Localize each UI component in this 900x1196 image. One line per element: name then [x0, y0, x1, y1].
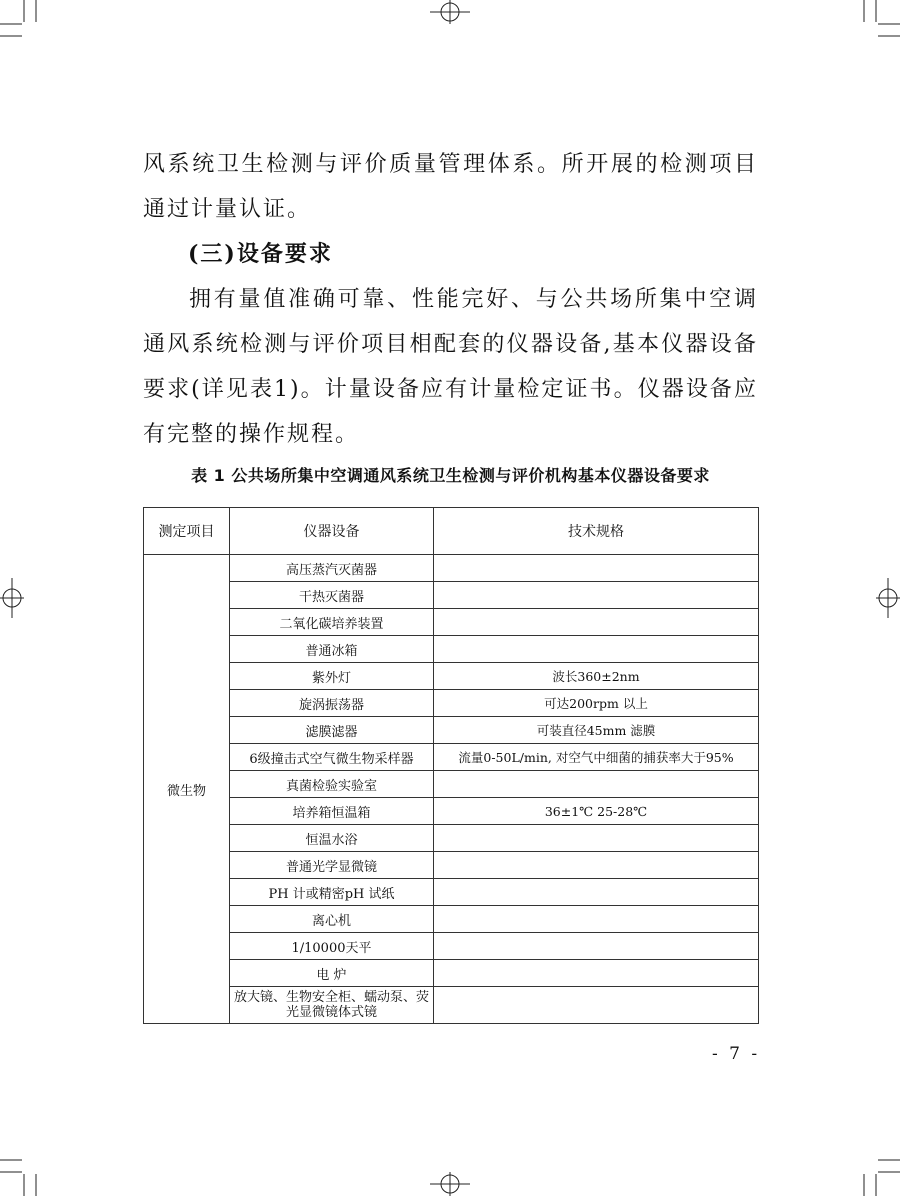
- spec-cell: [434, 825, 759, 852]
- table-row: [144, 555, 759, 582]
- spec-cell: [434, 852, 759, 879]
- spec-cell: 流量0-50L/min, 对空气中细菌的捕获率大于95%: [434, 744, 759, 771]
- instrument-cell: 旋涡振荡器: [230, 690, 434, 717]
- instrument-cell: 滤膜滤器: [230, 717, 434, 744]
- instrument-cell: 普通冰箱: [230, 636, 434, 663]
- instrument-cell: 6级撞击式空气微生物采样器: [230, 744, 434, 771]
- body-paragraph-1: 风系统卫生检测与评价质量管理体系。所开展的检测项目通过计量认证。: [143, 152, 758, 222]
- spec-cell: [434, 609, 759, 636]
- spec-cell: [434, 636, 759, 663]
- instrument-cell: 放大镜、生物安全柜、蠕动泵、荧光显微镜体式镜: [230, 987, 434, 1024]
- instrument-cell: 高压蒸汽灭菌器: [230, 555, 434, 582]
- table-row: [144, 690, 759, 717]
- spec-cell: 波长360±2nm: [434, 663, 759, 690]
- instrument-cell: PH 计或精密pH 试纸: [230, 879, 434, 906]
- instrument-cell: 二氧化碳培养装置: [230, 609, 434, 636]
- table-row: [144, 744, 759, 771]
- table-row: [144, 825, 759, 852]
- spec-cell: [434, 906, 759, 933]
- spec-cell: [434, 555, 759, 582]
- instrument-cell: 1/10000天平: [230, 933, 434, 960]
- instrument-cell: 培养箱恒温箱: [230, 798, 434, 825]
- table-row: [144, 879, 759, 906]
- header-spec: 技术规格: [434, 508, 759, 555]
- instrument-cell: 紫外灯: [230, 663, 434, 690]
- spec-cell: 36±1℃ 25-28℃: [434, 798, 759, 825]
- instrument-cell: 恒温水浴: [230, 825, 434, 852]
- spec-cell: 可装直径45mm 滤膜: [434, 717, 759, 744]
- table-row: [144, 852, 759, 879]
- table-row: [144, 987, 759, 1024]
- category-cell: 微生物: [144, 555, 230, 1024]
- table-row: [144, 663, 759, 690]
- spec-cell: 可达200rpm 以上: [434, 690, 759, 717]
- instrument-cell: 电 炉: [230, 960, 434, 987]
- table-row: [144, 906, 759, 933]
- header-test-item: 测定项目: [144, 508, 230, 555]
- table-row: [144, 933, 759, 960]
- equipment-table: [143, 507, 759, 1024]
- table-row: [144, 636, 759, 663]
- table-row: [144, 609, 759, 636]
- section-heading: (三)设备要求: [188, 241, 333, 267]
- table-row: [144, 771, 759, 798]
- table-row: [144, 960, 759, 987]
- spec-cell: [434, 933, 759, 960]
- spec-cell: [434, 771, 759, 798]
- instrument-cell: 普通光学显微镜: [230, 852, 434, 879]
- table-header-row: [144, 508, 759, 555]
- instrument-cell: 真菌检验实验室: [230, 771, 434, 798]
- table-row: [144, 582, 759, 609]
- instrument-cell: 干热灭菌器: [230, 582, 434, 609]
- spec-cell: [434, 582, 759, 609]
- spec-cell: [434, 960, 759, 987]
- spec-cell: [434, 879, 759, 906]
- body-paragraph-2: 拥有量值准确可靠、性能完好、与公共场所集中空调通风系统检测与评价项目相配套的仪器设备,基本仪器设备要求(详见表1)。计量设备应有计量检定证书。仪器设备应有完整的操作规程。: [143, 287, 758, 447]
- table-caption: 表 1 公共场所集中空调通风系统卫生检测与评价机构基本仪器设备要求: [191, 466, 710, 485]
- table-row: [144, 717, 759, 744]
- table-row: [144, 798, 759, 825]
- spec-cell: [434, 987, 759, 1024]
- header-instrument: 仪器设备: [230, 508, 434, 555]
- page-number: - 7 -: [712, 1044, 761, 1064]
- instrument-cell: 离心机: [230, 906, 434, 933]
